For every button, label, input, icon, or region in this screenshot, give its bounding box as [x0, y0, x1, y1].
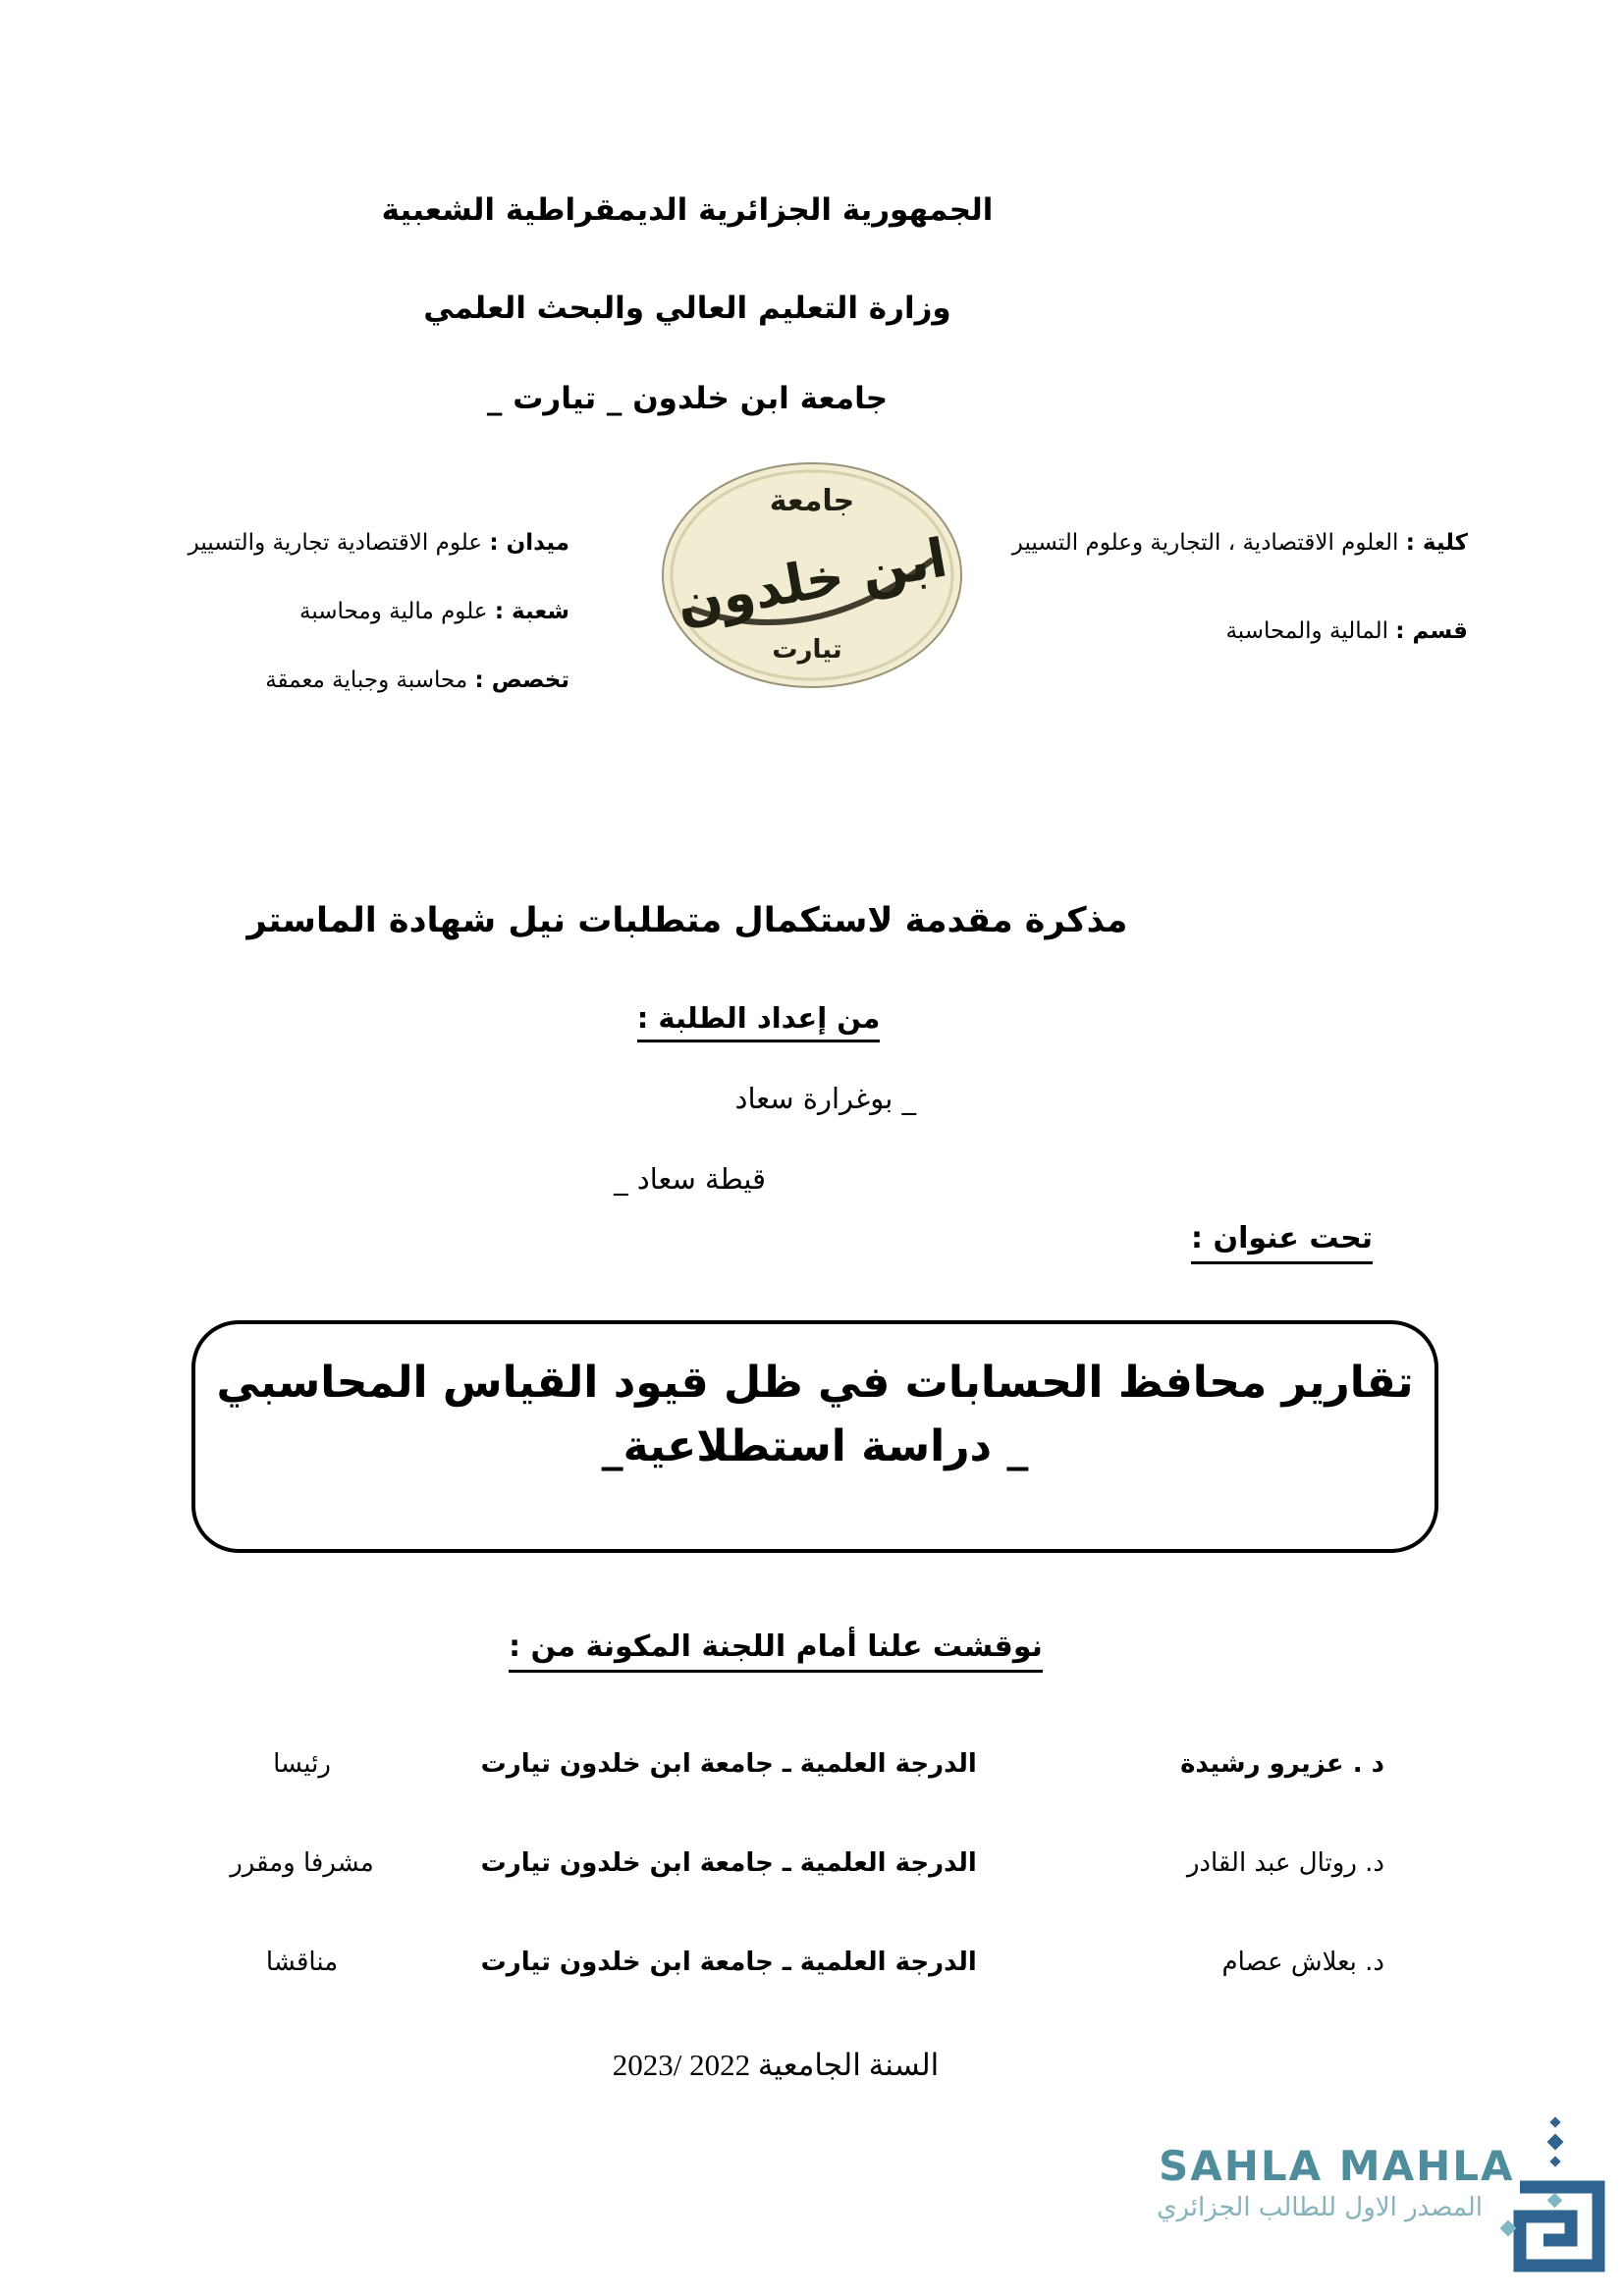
- field-value: علوم الاقتصادية تجارية والتسيير: [188, 530, 483, 556]
- student-name-2: قيطة سعاد _: [614, 1162, 766, 1196]
- branch-label: شعبة :: [494, 599, 569, 624]
- specialty-label: تخصص :: [474, 667, 569, 693]
- committee-member-degree: الدرجة العلمية ـ جامعة ابن خلدون تيارت: [480, 1848, 977, 1878]
- seal-main-text: ابن خلدون: [672, 526, 952, 635]
- brand-icon-svg: [1485, 2110, 1622, 2277]
- brand-name: SAHLA MAHLA: [1159, 2142, 1515, 2190]
- brand-kufic-icon: [1485, 2110, 1622, 2281]
- committee-member-role: مناقشا: [265, 1948, 339, 1977]
- ministry-header: وزارة التعليم العالي والبحث العلمي: [423, 291, 951, 326]
- under-title-label: تحت عنوان :: [1191, 1221, 1373, 1264]
- memoir-statement: مذكرة مقدمة لاستكمال متطلبات نيل شهادة الماستر: [246, 901, 1128, 940]
- department-line: [1225, 618, 1468, 644]
- university-seal-logo: [650, 459, 974, 699]
- prepared-by-heading: [0, 1001, 1517, 1042]
- committee-heading-label: نوقشت علنا أمام اللجنة المكونة من :: [509, 1629, 1043, 1673]
- thesis-title-line1: تقارير محافظ الحسابات في ظل قيود القياس المحاسبي: [216, 1358, 1414, 1408]
- department-value: المالية والمحاسبة: [1225, 618, 1388, 644]
- committee-heading: [0, 1629, 1551, 1673]
- under-title-heading: [1191, 1221, 1373, 1264]
- seal-bottom-text: تيارت: [772, 635, 842, 665]
- committee-member-name: د. روتال عبد القادر: [1186, 1848, 1384, 1878]
- thesis-title-line2: _ دراسة استطلاعية_: [601, 1421, 1029, 1471]
- specialty-value: محاسبة وجباية معمقة: [265, 667, 468, 693]
- specialty-line: [265, 667, 569, 693]
- academic-year: السنة الجامعية 2022 /2023: [612, 2048, 940, 2082]
- field-label: ميدان :: [489, 530, 569, 556]
- committee-member-name: د. بعلاش عصام: [1221, 1948, 1384, 1977]
- branch-line: [299, 599, 569, 624]
- committee-row: [147, 1948, 1384, 1991]
- faculty-label: كلية :: [1405, 530, 1468, 556]
- committee-member-role: مشرفا ومقرر: [230, 1848, 374, 1878]
- committee-member-degree: الدرجة العلمية ـ جامعة ابن خلدون تيارت: [480, 1749, 977, 1779]
- committee-member-name: د . عزيرو رشيدة: [1180, 1749, 1384, 1779]
- committee-table: [147, 1749, 1384, 2047]
- brand-tagline: المصدر الاول للطالب الجزائري: [1157, 2193, 1483, 2222]
- committee-member-degree: الدرجة العلمية ـ جامعة ابن خلدون تيارت: [480, 1948, 977, 1977]
- seal-top-text: جامعة: [769, 484, 855, 518]
- branch-value: علوم مالية ومحاسبة: [299, 599, 488, 624]
- committee-row: [147, 1749, 1384, 1792]
- thesis-title-box: [191, 1320, 1438, 1553]
- field-line: [189, 530, 569, 556]
- committee-member-role: رئيسا: [273, 1749, 331, 1779]
- student-name-1: _ بوغرارة سعاد: [734, 1082, 916, 1115]
- faculty-line: [1012, 530, 1468, 556]
- committee-row: [147, 1848, 1384, 1892]
- republic-header: الجمهورية الجزائرية الديمقراطية الشعبية: [381, 192, 994, 228]
- department-label: قسم :: [1395, 618, 1468, 644]
- faculty-value: العلوم الاقتصادية ، التجارية وعلوم التسيير: [1011, 530, 1399, 556]
- university-seal-icon: [650, 459, 974, 695]
- prepared-by-label: من إعداد الطلبة :: [637, 1001, 881, 1042]
- university-header: جامعة ابن خلدون _ تيارت _: [486, 381, 889, 416]
